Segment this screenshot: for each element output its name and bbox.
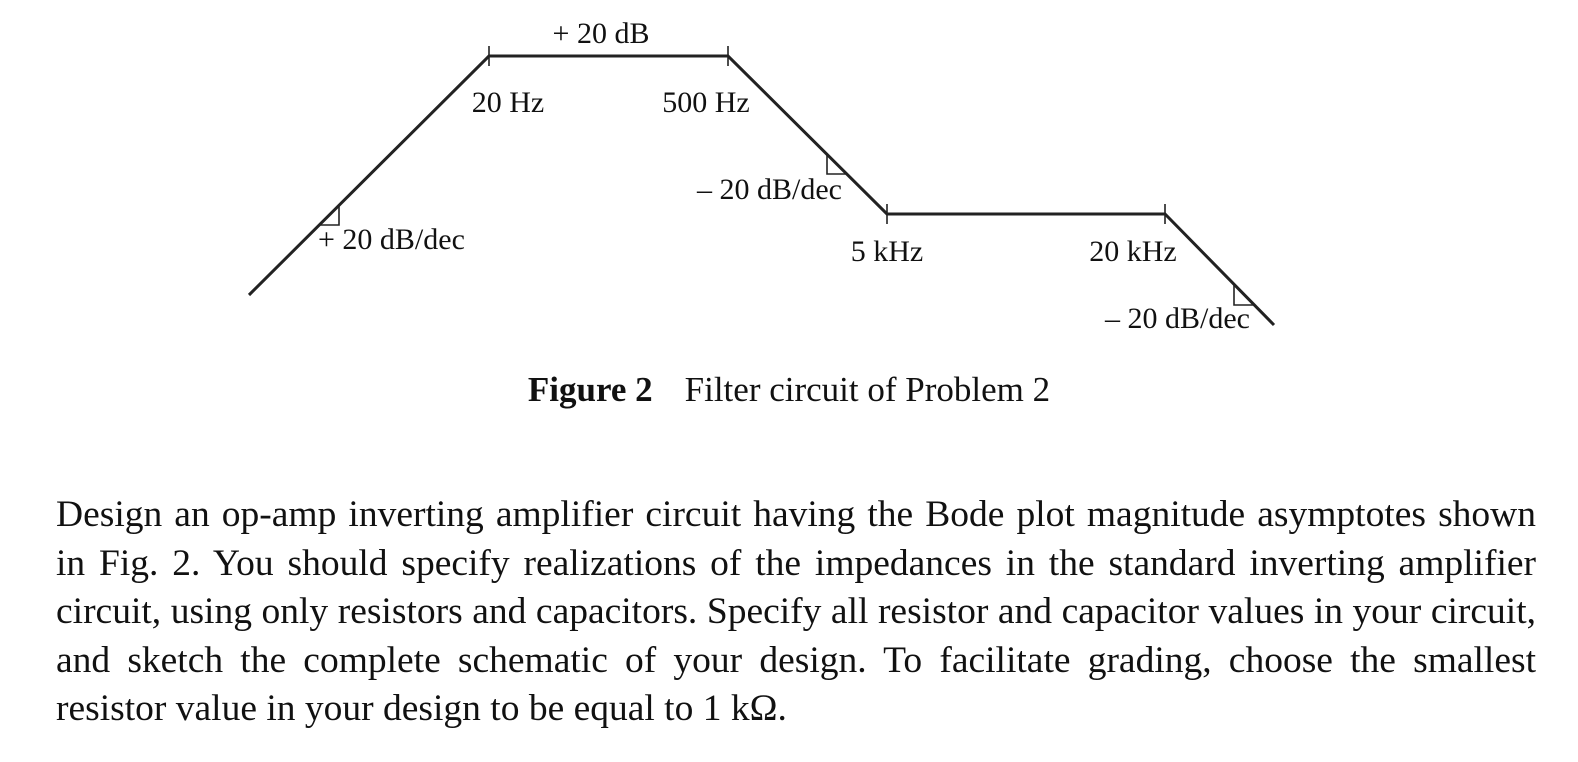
label-corner-20hz: 20 Hz xyxy=(471,86,545,119)
label-slope-rise: + 20 dB/dec xyxy=(318,223,465,256)
label-corner-20khz: 20 kHz xyxy=(1089,235,1177,268)
label-slope-fall-2: – 20 dB/dec xyxy=(1105,302,1250,335)
label-passband-gain: + 20 dB xyxy=(552,17,650,50)
figure-number: Figure 2 xyxy=(527,370,653,409)
label-slope-fall-1: – 20 dB/dec xyxy=(697,173,842,206)
figure-caption-text: Filter circuit of Problem 2 xyxy=(684,370,1051,409)
label-corner-5khz: 5 kHz xyxy=(850,235,924,268)
label-corner-500hz: 500 Hz xyxy=(662,86,750,119)
figure-caption xyxy=(0,366,1578,414)
problem-statement: Design an op-amp inverting amplifier circuit having the Bode plot magnitude asymptotes shown in Fig. 2. You should specify realizations of the impedances in the standard inverting amplifier circuit, using only resistors and capacitors. Specify all resistor and capacitor values in your circuit, and sketch the complete schematic of your design. To facilitate grading, choose the smallest resistor value in your design to be equal to 1 kΩ. xyxy=(56,494,1536,729)
